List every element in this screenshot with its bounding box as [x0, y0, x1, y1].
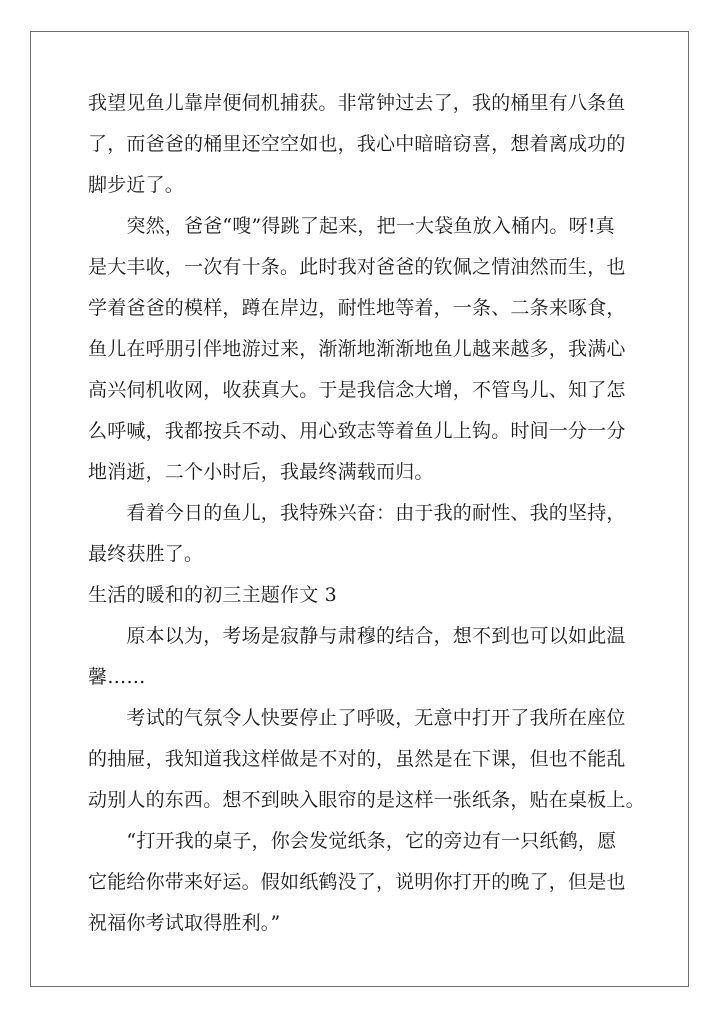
text-line: 考试的气氛令人快要停止了呼吸，无意中打开了我所在座位: [88, 707, 626, 729]
text-line: 了，而爸爸的桶里还空空如也，我心中暗暗窃喜，想着离成功的: [88, 133, 626, 155]
text-line: 我望见鱼儿靠岸便伺机捕获。非常钟过去了，我的桶里有八条鱼: [88, 92, 626, 114]
text-line: 么呼喊，我都按兵不动、用心致志等着鱼儿上钩。时间一分一分: [88, 420, 626, 442]
text-line: 地消逝，二个小时后，我最终满载而归。: [88, 461, 434, 483]
text-line: 馨……: [88, 666, 146, 688]
text-line: 鱼儿在呼朋引伴地游过来，渐渐地渐渐地鱼儿越来越多，我满心: [88, 338, 626, 360]
text-line: 学着爸爸的模样，蹲在岸边，耐性地等着，一条、二条来啄食，: [88, 297, 626, 319]
section-title: 生活的暖和的初三主题作文 3: [88, 584, 337, 606]
text-line: 最终获胜了。: [88, 543, 204, 565]
text-line: 原本以为，考场是寂静与肃穆的结合，想不到也可以如此温: [88, 625, 626, 647]
text-line: 突然，爸爸“嗖”得跳了起来，把一大袋鱼放入桶内。呀!真: [88, 215, 615, 237]
text-line: “打开我的桌子，你会发觉纸条，它的旁边有一只纸鹤，愿: [88, 830, 617, 852]
text-line: 看着今日的鱼儿，我特殊兴奋：由于我的耐性、我的坚持，: [88, 502, 626, 524]
text-line: 的抽屉，我知道我这样做是不对的，虽然是在下课，但也不能乱: [88, 748, 626, 770]
text-line: 脚步近了。: [88, 174, 185, 196]
text-line: 是大丰收，一次有十条。此时我对爸爸的钦佩之情油然而生，也: [88, 256, 626, 278]
text-line: 高兴伺机收网，收获真大。于是我信念大增，不管鸟儿、知了怎: [88, 379, 626, 401]
text-line: 它能给你带来好运。假如纸鹤没了，说明你打开的晚了，但是也: [88, 871, 626, 893]
text-line: 动别人的东西。想不到映入眼帘的是这样一张纸条，贴在桌板上。: [88, 789, 645, 811]
text-line: 祝福你考试取得胜利。”: [88, 912, 281, 934]
